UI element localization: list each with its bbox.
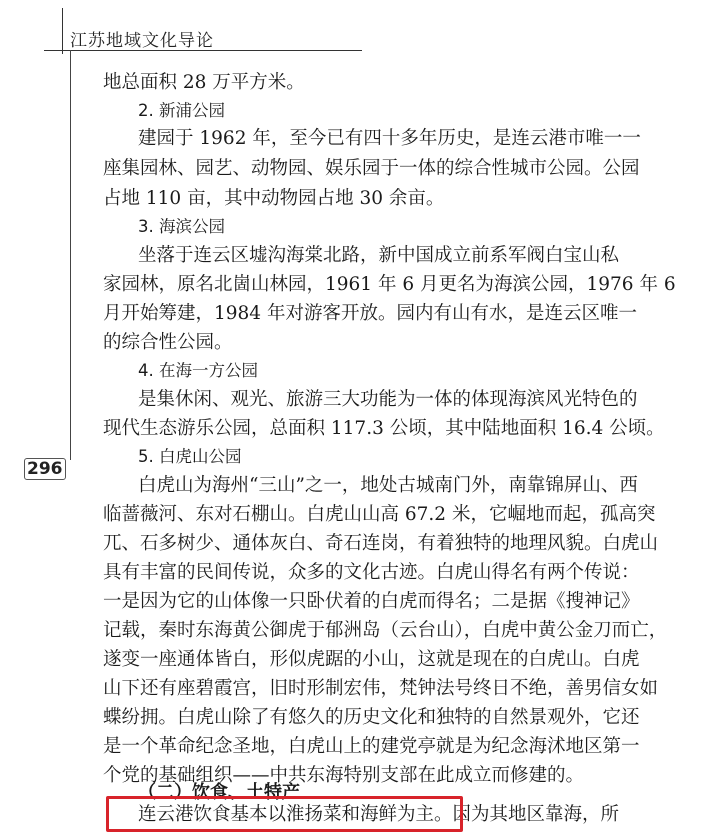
margin-rule	[70, 50, 71, 460]
text-line: 遂变一座通体皆白，形似虎踞的小山，这就是现在的白虎山。白虎	[103, 649, 640, 670]
text-line: 的综合性公园。	[103, 332, 233, 353]
running-header-title: 江苏地域文化导论	[70, 31, 214, 51]
page-number: 296	[24, 458, 66, 480]
text-line: 临蔷薇河、东对石棚山。白虎山山高 67.2 米，它崛地而起，孤高突	[103, 504, 656, 525]
text-line: 建园于 1962 年，至今已有四十多年历史，是连云港市唯一一	[138, 128, 641, 149]
text-line: 白虎山为海州“三山”之一，地处古城南门外，南靠锦屏山、西	[138, 475, 638, 496]
text-line: 月开始筹建，1984 年对游客开放。园内有山有水，是连云区唯一	[103, 303, 637, 324]
section-heading: 4. 在海一方公园	[138, 361, 258, 380]
text-line: 占地 110 亩，其中动物园占地 30 余亩。	[103, 188, 445, 209]
highlight-box	[106, 796, 463, 832]
text-line: 家园林，原名北崮山林园，1961 年 6 月更名为海滨公园，1976 年 6	[103, 274, 676, 295]
text-line: 现代生态游乐公园，总面积 117.3 公顷，其中陆地面积 16.4 公顷。	[103, 418, 665, 439]
section-heading: 2. 新浦公园	[138, 101, 225, 120]
text-line: 记载，秦时东海黄公御虎于郁洲岛（云台山），白虎中黄公金刀而亡，	[103, 620, 668, 641]
text-line: 山下还有座碧霞宫，旧时形制宏伟，梵钟法号终日不绝，善男信女如	[103, 678, 659, 699]
header-rule-vertical	[62, 8, 63, 54]
text-line: 坐落于连云区墟沟海棠北路，新中国成立前系军阀白宝山私	[138, 245, 620, 266]
subsection-heading: （二）饮食、土特产	[138, 782, 300, 803]
text-line: 座集园林、园艺、动物园、娱乐园于一体的综合性城市公园。公园	[103, 158, 640, 179]
section-heading: 3. 海滨公园	[138, 217, 225, 236]
text-line: 兀、石多树少、通体灰白、奇石连岗，有着独特的地理风貌。白虎山	[103, 533, 659, 554]
text-line: 个党的基础组织——中共东海特别支部在此成立而修建的。	[103, 765, 585, 786]
text-line: 是一个革命纪念圣地，白虎山上的建党亭就是为纪念海沭地区第一	[103, 736, 640, 757]
text-line: 是集休闲、观光、旅游三大功能为一体的体现海滨风光特色的	[138, 389, 638, 410]
text-line: 一是因为它的山体像一只卧伏着的白虎而得名；二是据《搜神记》	[103, 591, 640, 612]
text-line: 地总面积 28 万平方米。	[103, 72, 305, 93]
text-line: 蝶纷拥。白虎山除了有悠久的历史文化和独特的自然景观外，它还	[103, 707, 640, 728]
text-line: 连云港饮食基本以淮扬菜和海鲜为主。因为其地区靠海，所	[138, 804, 620, 825]
text-line: 具有丰富的民间传说，众多的文化古迹。白虎山得名有两个传说：	[103, 562, 640, 583]
section-heading: 5. 白虎山公园	[138, 447, 242, 466]
